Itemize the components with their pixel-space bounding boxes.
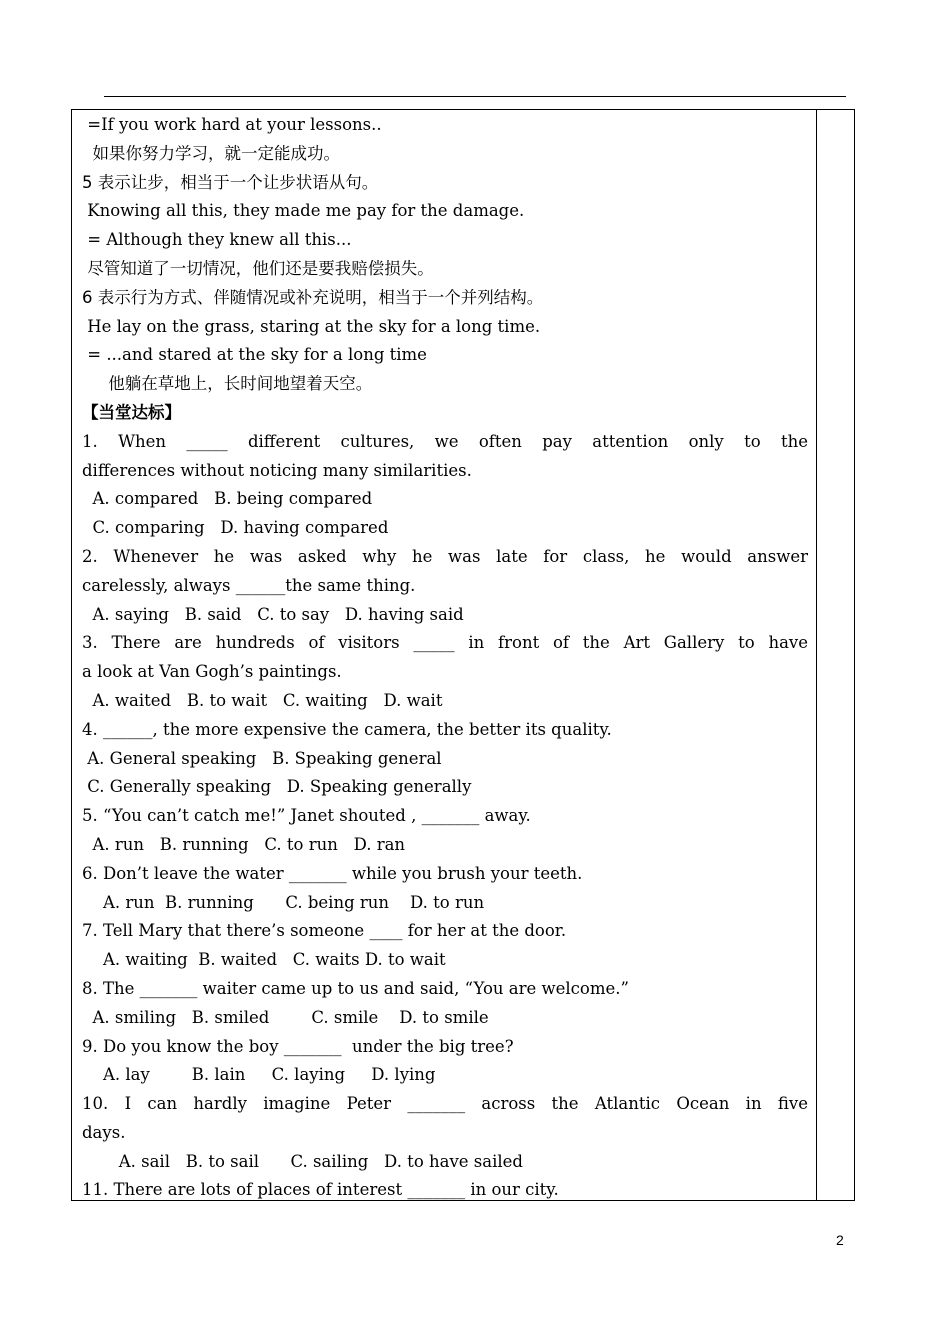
text-line: 2. Whenever he was asked why he was late for class, he would answer <box>82 546 808 566</box>
text-line: A. smiling B. smiled C. smile D. to smile <box>82 1007 489 1027</box>
text-line: 【当堂达标】 <box>82 402 181 422</box>
text-line: A. waited B. to wait C. waiting D. wait <box>82 690 443 710</box>
text-line: 5. “You can’t catch me!” Janet shouted , _______ away. <box>82 806 531 826</box>
text-line: 7. Tell Mary that there’s someone ____ for her at the door. <box>82 921 567 941</box>
text-line: A. saying B. said C. to say D. having said <box>82 604 464 624</box>
page-number: 2 <box>836 1232 844 1248</box>
text-line: 6. Don’t leave the water _______ while you brush your teeth. <box>82 863 583 883</box>
text-line: A. waiting B. waited C. waits D. to wait <box>82 950 446 970</box>
text-line: C. comparing D. having compared <box>82 518 389 538</box>
text-line: 他躺在草地上，长时间地望着天空。 <box>82 374 373 394</box>
text-line: A. compared B. being compared <box>82 489 373 509</box>
text-line: Knowing all this, they made me pay for the damage. <box>82 201 525 221</box>
text-line: 8. The _______ waiter came up to us and said, “You are welcome.” <box>82 978 629 998</box>
text-line: days. <box>82 1122 126 1142</box>
text-line: C. Generally speaking D. Speaking generally <box>82 777 472 797</box>
text-line: A. lay B. lain C. laying D. lying <box>82 1065 436 1085</box>
text-line: 3. There are hundreds of visitors _____ in front of the Art Gallery to have <box>82 633 808 653</box>
text-line: 尽管知道了一切情况，他们还是要我赔偿损失。 <box>82 258 434 278</box>
text-line: = ...and stared at the sky for a long time <box>82 345 427 365</box>
text-line: A. General speaking B. Speaking general <box>82 748 442 768</box>
table-column-divider <box>816 109 817 1201</box>
text-line: A. run B. running C. being run D. to run <box>82 892 485 912</box>
text-line: 6 表示行为方式、伴随情况或补充说明，相当于一个并列结构。 <box>82 287 544 307</box>
text-line: 9. Do you know the boy _______ under the big tree? <box>82 1036 514 1056</box>
document-body <box>82 111 808 1205</box>
text-line: A. run B. running C. to run D. ran <box>82 834 406 854</box>
text-line: A. sail B. to sail C. sailing D. to have sailed <box>82 1151 523 1171</box>
text-line: 4. ______, the more expensive the camera, the better its quality. <box>82 719 612 739</box>
text-line: 1. When _____ different cultures, we often pay attention only to the <box>82 431 808 451</box>
text-line: 如果你努力学习，就一定能成功。 <box>82 143 340 163</box>
text-line: = Although they knew all this... <box>82 230 352 250</box>
text-line: 11. There are lots of places of interest _______ in our city. <box>82 1180 559 1200</box>
text-line: 5 表示让步，相当于一个让步状语从句。 <box>82 172 379 192</box>
text-line: a look at Van Gogh’s paintings. <box>82 662 342 682</box>
text-line: He lay on the grass, staring at the sky for a long time. <box>82 316 541 336</box>
header-rule <box>104 96 846 97</box>
text-line: 10. I can hardly imagine Peter _______ across the Atlantic Ocean in five <box>82 1094 808 1114</box>
text-line: =If you work hard at your lessons.. <box>82 115 382 134</box>
text-line: carelessly, always ______the same thing. <box>82 575 416 595</box>
text-line: differences without noticing many similarities. <box>82 460 472 480</box>
